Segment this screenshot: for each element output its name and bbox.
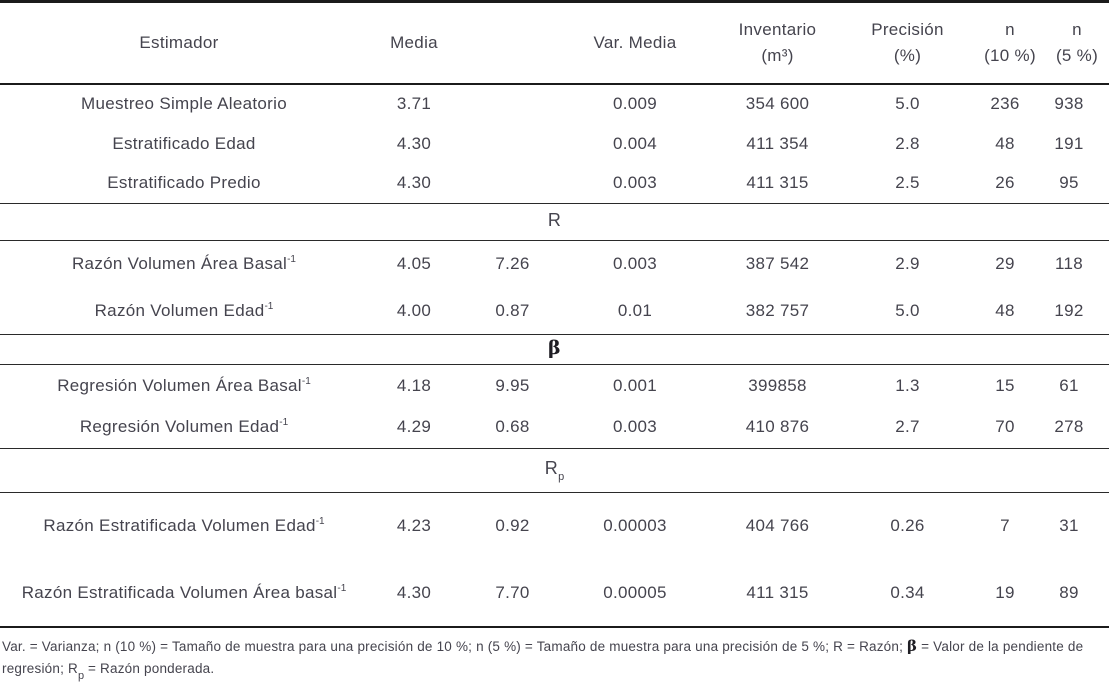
cell-precision: 2.9 [895,254,920,274]
cell-ratio: 0.87 [495,300,530,320]
cell-media: 4.30 [396,133,432,153]
cell-ratio: 7.70 [495,582,530,602]
cell-n5: 278 [1054,417,1084,437]
cell-var-media: 0.003 [612,254,658,274]
cell-media: 4.00 [396,300,432,320]
cell-media: 4.23 [396,516,432,536]
col-header-media: Media [390,32,438,52]
table-row [0,84,1109,124]
row-label: Estratificado Predio [107,173,261,193]
cell-n5: 31 [1059,516,1079,536]
col-header-inventario-line1: Inventario [738,20,817,40]
cell-var-media: 0.001 [612,375,658,395]
col-header-var-media: Var. Media [593,32,677,52]
beta-symbol: β [907,636,918,655]
row-label: Razón Estratificada Volumen Área basal$^{-1}$ [21,582,347,602]
row-label: Regresión Volumen Edad$^{-1}$ [79,417,289,437]
section-title: $R_p$ [544,458,565,483]
cell-inventario: 387 542 [745,254,810,274]
col-header-inventario [715,2,840,84]
cell-precision: 1.3 [895,375,920,395]
row-label: Muestreo Simple Aleatorio [81,94,287,113]
cell-var-media: 0.00003 [603,516,667,536]
cell-media: 4.30 [396,173,432,193]
cell-precision: 5.0 [895,94,920,113]
cell-n10: 48 [995,133,1015,153]
cell-n5: 192 [1054,300,1084,320]
footnote-text: = Valor de la pendiente de regresión; R [2,638,1084,677]
row-label: Regresión Volumen Área Basal$^{-1}$ [57,375,311,395]
col-header-n10-unit: (10 %) [984,46,1036,66]
col-header-precision-line1: Precisión [871,20,944,40]
section-title: β [548,336,561,359]
cell-ratio: 0.68 [495,417,530,437]
cell-var-media: 0.009 [612,94,658,113]
cell-var-media: 0.003 [612,417,658,437]
section-header-rp [0,449,1109,493]
cell-n5: 95 [1059,173,1079,193]
cell-n10: 15 [995,375,1015,395]
col-header-n5-line1: n [1072,20,1082,40]
cell-inventario: 411 315 [746,582,809,602]
col-header-precision-unit: (%) [893,46,922,66]
cell-n10: 7 [1000,516,1010,536]
cell-media: 4.29 [396,417,432,437]
table-row [0,288,1109,335]
cell-ratio: 9.95 [495,375,530,395]
table-row [0,493,1109,560]
cell-ratio: 7.26 [495,254,530,274]
cell-inventario: 399858 [748,375,807,395]
cell-media: 4.30 [396,582,432,602]
table-row [0,365,1109,407]
row-label: Estratificado Edad [112,133,256,153]
section-header-beta [0,335,1109,365]
col-header-ratio-blank [470,2,555,84]
cell-n5: 938 [1054,94,1084,113]
table-row [0,164,1109,204]
table-row [0,407,1109,449]
cell-ratio [470,84,555,124]
col-header-n10 [975,2,1045,84]
row-label: Razón Volumen Edad$^{-1}$ [94,300,274,320]
col-header-inventario-unit: (m³) [761,46,794,66]
col-header-n5 [1045,2,1109,84]
table-row [0,241,1109,288]
footnote-text: Var. = Varianza; n (10 %) = Tamaño de muestra para una precisión de 10 %; n (5 %) = Tamaño de muestra para una precisión de 5 %; R = Razón; [2,638,907,654]
cell-var-media: 0.00005 [603,582,667,602]
cell-inventario: 354 600 [745,94,810,113]
col-header-precision [840,2,975,84]
cell-n5: 89 [1059,582,1079,602]
cell-var-media: 0.004 [612,133,658,153]
cell-inventario: 411 354 [746,133,809,153]
cell-var-media: 0.01 [617,300,653,320]
cell-precision: 0.26 [890,516,925,536]
table-footnote [0,628,1109,686]
section-header-r [0,204,1109,241]
table-header-row [0,2,1109,84]
cell-n10: 29 [995,254,1015,274]
cell-n5: 118 [1054,254,1083,274]
cell-ratio [470,124,555,164]
cell-n5: 61 [1059,375,1079,395]
cell-inventario: 404 766 [745,516,810,536]
cell-n10: 236 [990,94,1020,113]
cell-ratio: 0.92 [495,516,530,536]
table-row [0,560,1109,627]
cell-n10: 26 [995,173,1015,193]
cell-var-media: 0.003 [612,173,658,193]
rp-subscript: p [77,670,85,683]
col-header-n10-line1: n [1005,20,1015,40]
cell-inventario: 410 876 [745,417,810,437]
cell-precision: 0.34 [890,582,925,602]
cell-media: 3.71 [396,94,432,113]
cell-precision: 2.7 [895,417,920,437]
cell-n10: 70 [995,417,1015,437]
row-label: Razón Volumen Área Basal$^{-1}$ [71,254,296,274]
cell-precision: 5.0 [895,300,920,320]
cell-n10: 48 [995,300,1015,320]
cell-media: 4.18 [396,375,432,395]
row-label: Razón Estratificada Volumen Edad$^{-1}$ [43,516,325,536]
section-title: R [547,209,562,230]
cell-precision: 2.8 [895,133,920,153]
col-header-estimador: Estimador [139,32,219,52]
cell-inventario: 382 757 [745,300,810,320]
cell-n5: 191 [1054,133,1084,153]
cell-media: 4.05 [396,254,432,274]
cell-precision: 2.5 [895,173,920,193]
cell-ratio [470,164,555,204]
col-header-n5-unit: (5 %) [1055,46,1099,66]
cell-n10: 19 [995,582,1015,602]
footnote-text: = Razón ponderada. [84,661,215,677]
cell-inventario: 411 315 [746,173,809,193]
table-row [0,124,1109,164]
